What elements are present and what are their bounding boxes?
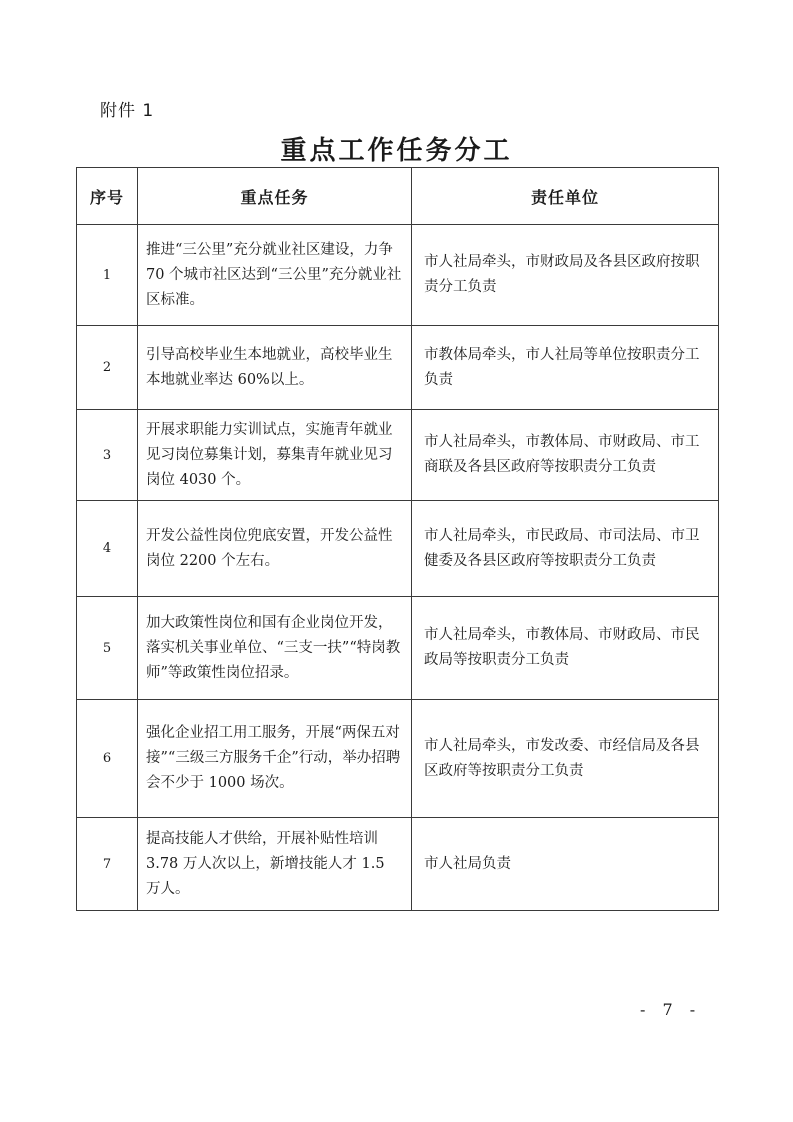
row-number: 2 xyxy=(77,326,138,410)
row-number: 6 xyxy=(77,700,138,818)
key-task-cell: 推进“三公里”充分就业社区建设，力争 70 个城市社区达到“三公里”充分就业社区标准。 xyxy=(138,225,412,326)
row-number: 3 xyxy=(77,410,138,501)
key-task-cell: 加大政策性岗位和国有企业岗位开发，落实机关事业单位、“三支一扶”“特岗教师”等政策性岗位招录。 xyxy=(138,597,412,700)
row-number: 4 xyxy=(77,501,138,597)
page-number: - 7 - xyxy=(640,1000,702,1019)
table-row xyxy=(77,700,719,818)
responsible-unit-cell: 市人社局牵头，市教体局、市财政局、市民政局等按职责分工负责 xyxy=(412,597,719,700)
annex-label: 附件 1 xyxy=(100,101,155,121)
key-task-cell: 提高技能人才供给，开展补贴性培训 3.78 万人次以上，新增技能人才 1.5 万人。 xyxy=(138,818,412,911)
responsible-unit-cell: 市人社局负责 xyxy=(412,818,719,911)
table-row xyxy=(77,225,719,326)
key-task-cell: 开发公益性岗位兜底安置，开发公益性岗位 2200 个左右。 xyxy=(138,501,412,597)
responsible-unit-cell: 市人社局牵头，市财政局及各县区政府按职责分工负责 xyxy=(412,225,719,326)
responsible-unit-cell: 市人社局牵头，市教体局、市财政局、市工商联及各县区政府等按职责分工负责 xyxy=(412,410,719,501)
header-number: 序号 xyxy=(77,168,138,225)
table-row xyxy=(77,326,719,410)
table-row xyxy=(77,818,719,911)
row-number: 7 xyxy=(77,818,138,911)
responsible-unit-cell: 市人社局牵头，市发改委、市经信局及各县区政府等按职责分工负责 xyxy=(412,700,719,818)
table-row xyxy=(77,501,719,597)
table-header-row xyxy=(77,168,719,225)
key-task-cell: 开展求职能力实训试点，实施青年就业见习岗位募集计划，募集青年就业见习岗位 4030 个。 xyxy=(138,410,412,501)
row-number: 5 xyxy=(77,597,138,700)
key-task-cell: 引导高校毕业生本地就业，高校毕业生本地就业率达 60%以上。 xyxy=(138,326,412,410)
header-key-task: 重点任务 xyxy=(138,168,412,225)
row-number: 1 xyxy=(77,225,138,326)
task-assignment-table xyxy=(76,167,719,911)
table-row xyxy=(77,410,719,501)
header-responsible-unit: 责任单位 xyxy=(412,168,719,225)
key-task-cell: 强化企业招工用工服务，开展“两保五对接”“三级三方服务千企”行动，举办招聘会不少于 1000 场次。 xyxy=(138,700,412,818)
responsible-unit-cell: 市教体局牵头，市人社局等单位按职责分工负责 xyxy=(412,326,719,410)
document-title: 重点工作任务分工 xyxy=(280,136,513,166)
table-row xyxy=(77,597,719,700)
responsible-unit-cell: 市人社局牵头，市民政局、市司法局、市卫健委及各县区政府等按职责分工负责 xyxy=(412,501,719,597)
